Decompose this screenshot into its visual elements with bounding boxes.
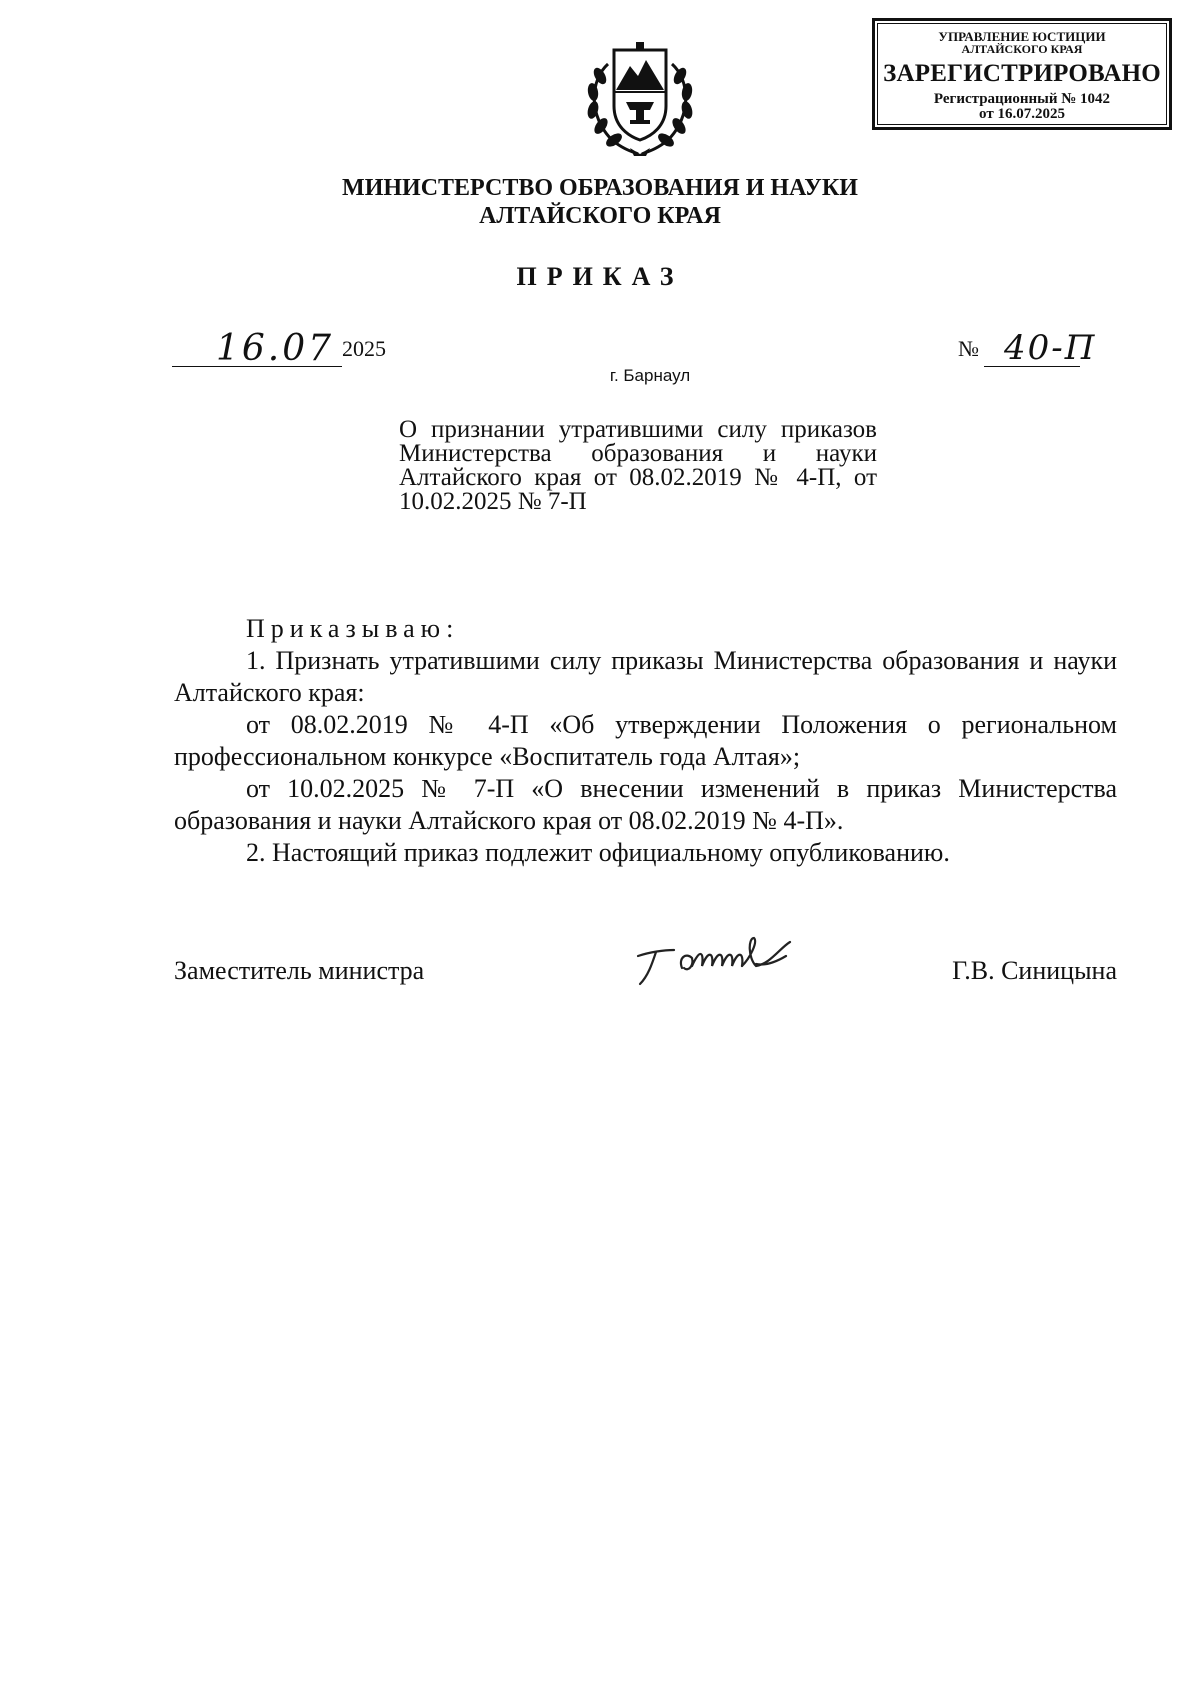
paragraph-2: от 08.02.2019 № 4-П «Об утверждении Положения о региональном профессиональном конкурсе «Воспитатель года Алтая»;: [174, 710, 1117, 771]
ministry-name-line1: МИНИСТЕРСТВО ОБРАЗОВАНИЯ И НАУКИ: [342, 175, 858, 201]
stamp-region: АЛТАЙСКОГО КРАЯ: [961, 42, 1083, 56]
signatory-role: Заместитель министра: [174, 956, 425, 985]
handwritten-signature-icon: [630, 928, 830, 992]
decree-word: Приказываю:: [246, 614, 460, 643]
stamp-reg-number: Регистрационный № 1042: [933, 91, 1111, 107]
ministry-name-line2: АЛТАЙСКОГО КРАЯ: [479, 203, 721, 229]
paragraph-3: от 10.02.2025 № 7-П «О внесении изменений в приказ Министерства образования и науки Алтайского края от 08.02.2019 № 4-П».: [174, 774, 1117, 835]
number-sign: №: [958, 336, 979, 361]
stamp-reg-date: от 16.07.2025: [979, 106, 1065, 122]
paragraph-1: 1. Признать утратившими силу приказы Министерства образования и науки Алтайского края:: [174, 646, 1117, 707]
document-body: [174, 613, 1117, 869]
signatory-name: Г.В. Синицына: [952, 956, 1117, 985]
handwritten-number: 40-П: [1004, 328, 1097, 368]
date-year: 2025: [342, 336, 386, 361]
ministry-name: [300, 174, 900, 230]
registration-stamp: [872, 18, 1172, 130]
altai-krai-coat-of-arms-icon: [578, 36, 702, 158]
handwritten-date: 16.07: [216, 328, 335, 369]
document-type: ПРИКАЗ: [516, 262, 684, 291]
paragraph-4: 2. Настоящий приказ подлежит официальному опубликованию.: [246, 838, 950, 867]
document-subject: О признании утратившими силу приказов Министерства образования и науки Алтайского края от 08.02.2019 № 4-П, от 10.02.2025 № 7-П: [399, 416, 877, 515]
stamp-authority: УПРАВЛЕНИЕ ЮСТИЦИИ: [938, 29, 1106, 44]
stamp-status: ЗАРЕГИСТРИРОВАНО: [883, 60, 1161, 87]
city: г. Барнаул: [609, 366, 691, 385]
